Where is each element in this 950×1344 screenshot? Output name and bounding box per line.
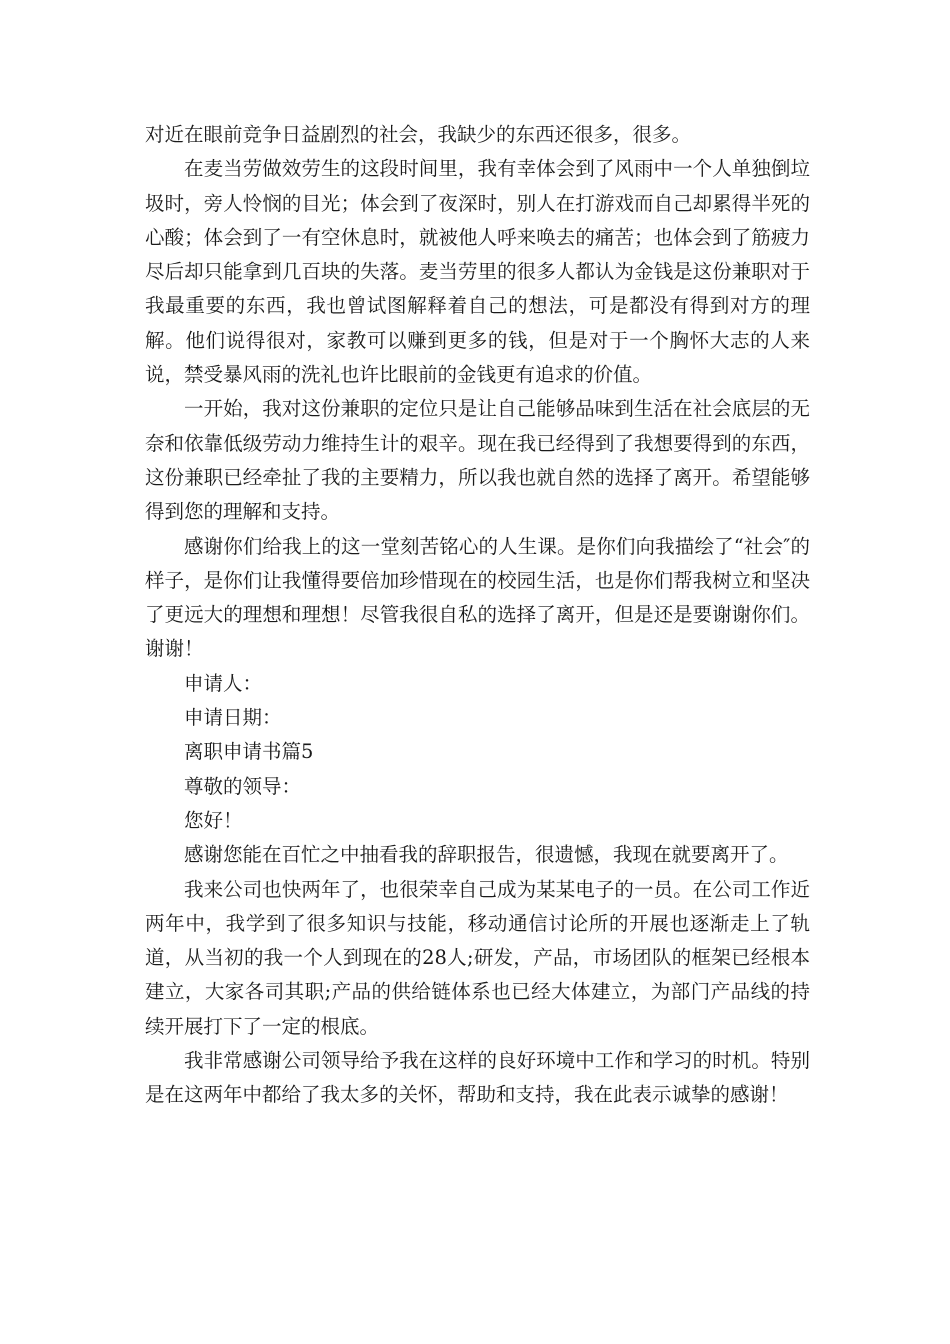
section-heading: 离职申请书篇5 <box>184 740 314 764</box>
paragraph-12: 我非常感谢公司领导给予我在这样的良好环境中工作和学习的时机。特别是在这两年中都给了我太多的关怀，帮助和支持，我在此表示诚挚的感谢！ <box>145 1049 810 1107</box>
applicant-label: 申请人： <box>184 671 263 695</box>
document-body <box>145 118 810 1113</box>
application-date-label: 申请日期： <box>184 706 282 730</box>
paragraph-11: 我来公司也快两年了，也很荣幸自己成为某某电子的一员。在公司工作近两年中，我学到了很多知识与技能，移动通信讨论所的开展也逐渐走上了轨道，从当初的我一个人到现在的28人;研发，产品，市场团队的框架已经根本建立，大家各司其职;产品的供给链体系也已经大体建立，为部门产品线的持续开展打下了一定的根底。 <box>145 877 810 1038</box>
paragraph-3: 一开始，我对这份兼职的定位只是让自己能够品味到生活在社会底层的无奈和依靠低级劳动力维持生计的艰辛。现在我已经得到了我想要得到的东西，这份兼职已经牵扯了我的主要精力，所以我也就自然的选择了离开。希望能够得到您的理解和支持。 <box>145 397 810 524</box>
salutation: 尊敬的领导： <box>184 774 302 798</box>
paragraph-4: 感谢你们给我上的这一堂刻苦铭心的人生课。是你们向我描绘了“社会″的样子，是你们让我懂得要倍加珍惜现在的校园生活，也是你们帮我树立和坚决了更远大的理想和理想！尽管我很自私的选择了离开，但是还是要谢谢你们。谢谢！ <box>145 534 810 661</box>
paragraph-1: 对近在眼前竞争日益剧烈的社会，我缺少的东西还很多，很多。 <box>145 123 692 146</box>
greeting: 您好！ <box>184 808 243 832</box>
paragraph-10: 感谢您能在百忙之中抽看我的辞职报告，很遗憾，我现在就要离开了。 <box>184 843 789 867</box>
paragraph-2: 在麦当劳做效劳生的这段时间里，我有幸体会到了风雨中一个人单独倒垃圾时，旁人怜悯的目光；体会到了夜深时，别人在打游戏而自己却累得半死的心酸；体会到了一有空休息时，就被他人呼来唤去的痛苦；也体会到了筋疲力尽后却只能拿到几百块的失落。麦当劳里的很多人都认为金钱是这份兼职对于我最重要的东西，我也曾试图解释着自己的想法，可是都没有得到对方的理解。他们说得很对，家教可以赚到更多的钱，但是对于一个胸怀大志的人来说，禁受暴风雨的洗礼也许比眼前的金钱更有追求的价值。 <box>145 157 810 387</box>
